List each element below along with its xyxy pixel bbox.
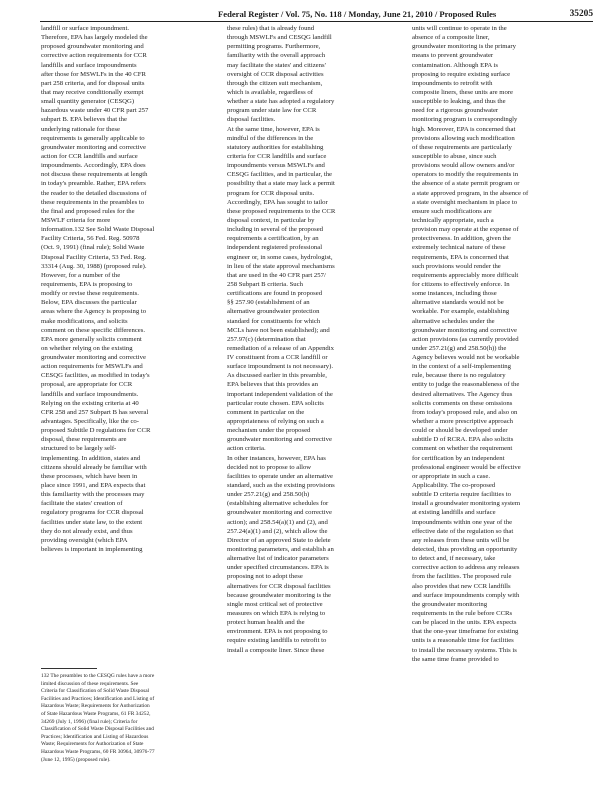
text-line: §§ 257.90 (establishment of an — [227, 299, 310, 307]
text-line: desired alternatives. The Agency thus — [412, 390, 513, 398]
text-line: workable. For example, establishing — [412, 308, 510, 316]
text-line: subtitle D criteria require facilities to — [412, 491, 511, 499]
text-line: the final and proposed rules for the — [41, 207, 135, 215]
footnote-line: 132 The preambles to the CESQG rules have a more — [41, 673, 155, 679]
text-line: effective date of the regulation so that — [412, 527, 514, 535]
text-line: protectiveness. In addition, given the — [412, 235, 511, 243]
text-line: landfills and surface impoundments. — [41, 390, 139, 398]
text-line: proposing to require existing surface — [412, 70, 511, 78]
text-line: from the facilities. The proposed rule — [412, 573, 512, 581]
text-line: or appropriate in such a case. — [412, 472, 490, 480]
text-line: standard for constituents for which — [227, 317, 321, 325]
text-line: MSWLF criteria for more — [41, 216, 111, 224]
text-line: that the one-year timeframe for existing — [412, 628, 519, 636]
footnote-line: (June 12, 1995) (proposed rule). — [41, 756, 111, 763]
text-line: detected, thus providing an opportunity — [412, 546, 518, 554]
text-line: Below, EPA discusses the particular — [41, 299, 137, 307]
text-line: any releases from these units will be — [412, 536, 510, 544]
text-line: requirements, EPA is concerned that — [412, 253, 509, 261]
text-line: through MSWLFs and CESQG landfill — [227, 34, 332, 42]
page-header — [0, 0, 602, 22]
text-line: information.132 See Solid Waste Disposal — [41, 226, 155, 234]
text-line: 258 Subpart B criteria. Such — [227, 280, 303, 288]
text-line: absence of a composite liner, — [412, 34, 490, 42]
text-line: of these requirements are particularly — [412, 143, 512, 151]
text-column-right — [412, 24, 588, 664]
text-line: that may receive conditionally exempt — [41, 88, 144, 96]
text-line: proposed Subtitle D regulations for CCR — [41, 427, 151, 435]
text-line: IV constituent from a CCR landfill or — [227, 354, 328, 362]
text-line: proposing not to adopt these — [227, 573, 303, 581]
text-line: units will continue to operate in the — [412, 25, 507, 32]
text-line: independent registered professional — [227, 244, 323, 252]
text-line: which is available, regardless of — [227, 88, 313, 96]
text-line: oversight of CCR disposal activities — [227, 70, 324, 78]
text-line: program under state law for CCR — [227, 107, 317, 115]
text-line: decided not to propose to allow — [227, 463, 312, 471]
footnote-rule — [41, 668, 97, 669]
text-line: corrective action to address any releases — [412, 564, 520, 572]
text-line: subpart B. EPA believes that the — [41, 116, 127, 124]
text-line: comment on these specific differences. — [41, 326, 146, 334]
text-line: entity to judge the reasonableness of the — [412, 381, 520, 389]
text-line: alternatives for CCR disposal facilities — [227, 582, 331, 590]
text-line: comment on whether the requirement — [412, 445, 513, 453]
text-line: criteria for CCR landfills and surface — [227, 152, 327, 160]
text-line: require existing landfills to retrofit to — [227, 637, 327, 645]
text-line: monitoring program is correspondingly — [412, 116, 518, 124]
text-line: 33314 (Aug. 30, 1988) (proposed rule). — [41, 262, 147, 270]
text-line: also provides that new CCR landfills — [412, 582, 511, 590]
text-line: Accordingly, EPA has sought to tailor — [227, 198, 328, 206]
text-line: composite liners, these units are more — [412, 88, 514, 96]
text-line: the groundwater monitoring — [412, 600, 488, 608]
text-line: these processes, which have been in — [41, 472, 138, 480]
text-line: provisions would allow owners and/or — [412, 162, 515, 170]
text-column-left — [41, 24, 217, 554]
text-line: underlying rationale for these — [41, 125, 120, 133]
footnote-line: limited discussion of these requirements. See — [41, 680, 139, 687]
text-line: impoundments to retrofit with — [412, 79, 493, 87]
text-line: in today's preamble. Rather, EPA refers — [41, 180, 146, 188]
text-line: requirements is generally applicable to — [41, 134, 145, 142]
text-line: not discuss these requirements at length — [41, 171, 148, 179]
text-line: Facility Criteria, 56 Fed. Reg. 50978 — [41, 235, 140, 243]
text-line: through the citizen suit mechanism, — [227, 79, 323, 87]
text-line: implementing. In addition, states and — [41, 454, 141, 462]
text-line: susceptible to abuse, since such — [412, 152, 497, 160]
text-line: part 258 criteria, and for disposal units — [41, 79, 145, 87]
text-line: units is a reasonable time for facilities — [412, 637, 514, 645]
text-line: protect human health and the — [227, 619, 305, 627]
text-line: action for CCR landfills and surface — [41, 152, 138, 160]
text-line: remediation of a release of an Appendix — [227, 344, 334, 352]
text-line: groundwater monitoring and corrective — [227, 509, 332, 517]
text-line: the absence of a state permit program or — [412, 180, 520, 188]
text-line: operators to modify the requirements in — [412, 171, 519, 179]
text-line: Director of an approved State to delete — [227, 536, 331, 544]
text-line: groundwater monitoring and corrective — [41, 143, 146, 151]
text-line: extremely technical nature of these — [412, 244, 506, 252]
text-line: comment in particular on the — [227, 408, 305, 416]
text-line: 257.24(a)(1) and (2), which allow the — [227, 527, 328, 535]
text-line: As discussed earlier in this preamble, — [227, 372, 327, 380]
text-line: At the same time, however, EPA is — [227, 125, 320, 133]
text-line: Therefore, EPA has largely modeled the — [41, 34, 148, 42]
text-line: facilities under state law, to the extent — [41, 518, 143, 526]
text-line: providing oversight (which EPA — [41, 536, 128, 544]
text-line: In other instances, however, EPA has — [227, 454, 326, 462]
text-line: on whether relying on the existing — [41, 344, 133, 352]
text-line: requirements a certification, by an — [227, 235, 319, 243]
text-line: regulatory programs for CCR disposal — [41, 509, 144, 517]
text-line: a state approved program, in the absence of — [412, 189, 529, 197]
text-column-middle — [227, 24, 403, 655]
text-line: advantages. Specifically, like the co- — [41, 418, 139, 426]
text-line: disposal context, in particular by — [227, 216, 315, 224]
text-line: for citizens to effectively enforce. In — [412, 280, 510, 288]
footnote-line: Classification of Solid Waste Disposal Facilities and — [41, 726, 154, 733]
text-line: impoundments within one year of the — [412, 518, 513, 526]
text-line: certifications are found in proposed — [227, 290, 323, 298]
text-line: standard, such as the existing provisions — [227, 482, 335, 490]
text-line: Agency believes would not be workable — [412, 354, 520, 362]
footnote — [41, 673, 217, 764]
text-line: to detect and, if necessary, take — [412, 555, 496, 563]
text-line: means to prevent groundwater — [412, 52, 494, 60]
text-line: program for CCR disposal units. — [227, 189, 315, 197]
text-line: proposed groundwater monitoring and — [41, 43, 144, 51]
text-line: under 257.21(g) and 258.50(h) — [227, 491, 310, 499]
text-line: a state oversight mechanism in place to — [412, 198, 518, 206]
text-line: impoundments. Accordingly, EPA does — [41, 162, 146, 170]
text-line: action criteria. — [227, 445, 266, 453]
text-line: and surface impoundments comply with — [412, 591, 520, 599]
text-line: rule, because there is no regulatory — [412, 372, 506, 380]
text-line: professional engineer would be effective — [412, 463, 521, 471]
text-line: whether a state has adopted a regulatory — [227, 98, 335, 106]
text-line: (establishing alternative schedules for — [227, 500, 329, 508]
text-line: that are used in the 40 CFR part 257/ — [227, 271, 326, 279]
footnote-line: 34269 (July 1, 1996) (final rule); Criteria for — [41, 718, 138, 725]
text-line: important independent validation of the — [227, 390, 333, 398]
text-line: install a composite liner. Since these — [227, 646, 325, 654]
text-line: technically appropriate, such a — [412, 216, 494, 224]
footnote-line: Waste; Requirements for Authorization of State — [41, 741, 144, 748]
text-line: susceptible to leaking, and thus the — [412, 98, 506, 106]
text-line: under specified circumstances. EPA is — [227, 564, 329, 572]
text-line: solicits comments on these omissions — [412, 399, 513, 407]
text-line: the reader to the detailed discussions of — [41, 189, 147, 197]
footnote-line: Practices; Identification and Listing of Hazardous — [41, 733, 149, 740]
header-rule — [40, 21, 593, 22]
text-line: including in several of the proposed — [227, 226, 324, 234]
text-line: alternative standards would not be — [412, 299, 504, 307]
text-line: whether a more prescriptive approach — [412, 418, 514, 426]
text-line: under 257.21(g) and 258.50(h)) the — [412, 344, 507, 352]
text-line: provisions allowing such modification — [412, 134, 515, 142]
text-line: the same time frame provided to — [412, 655, 499, 663]
text-line: high. Moreover, EPA is concerned that — [412, 125, 516, 133]
text-line: such provisions would render the — [412, 262, 501, 270]
text-line: in the context of a self-implementing — [412, 363, 511, 371]
text-line: this familiarity with the processes may — [41, 491, 145, 499]
text-line: groundwater monitoring is the primary — [412, 43, 517, 51]
footnote-line: Facilities and Practices; Identification and Listing of — [41, 695, 155, 702]
footnote-line: Criteria for Classification of Solid Waste Disposal — [41, 688, 150, 695]
text-line: these rules) that is already found — [227, 25, 315, 32]
text-line: monitoring parameters, and establish an — [227, 546, 334, 554]
text-line: action requirements for MSWLFs and — [41, 363, 143, 371]
text-line: proposal, are appropriate for CCR — [41, 381, 133, 389]
text-line: impoundments versus MSWLFs and — [227, 162, 325, 170]
running-header-title: Federal Register / Vol. 75, No. 118 / Monday, June 21, 2010 / Proposed Rules — [218, 9, 497, 19]
text-line: these proposed requirements to the CCR — [227, 207, 336, 215]
text-line: in lieu of the state approval mechanisms — [227, 262, 335, 270]
text-line: statutory authorities for establishing — [227, 143, 324, 151]
text-line: install a groundwater monitoring system — [412, 500, 521, 508]
text-line: some instances, including those — [412, 290, 497, 298]
text-line: provision may operate at the expense of — [412, 226, 519, 234]
text-line: could or should be developed under — [412, 427, 508, 435]
footnote-line: Hazardous Waste Programs, 60 FR 30964, 30976-77 — [41, 748, 155, 755]
text-line: these requirements in the preambles to — [41, 198, 145, 206]
text-line: mechanism under the proposed — [227, 427, 311, 435]
text-line: disposal, these requirements are — [41, 436, 127, 444]
text-line: action provisions (as currently provided — [412, 335, 519, 343]
text-line: Relying on the existing criteria at 40 — [41, 399, 139, 407]
text-line: corrective action requirements for CCR — [41, 52, 147, 60]
text-line: possibility that a state may lack a permit — [227, 180, 335, 188]
text-line: make modifications, and solicits — [41, 317, 128, 325]
text-line: measures on which EPA is relying to — [227, 610, 326, 617]
text-line: may facilitate the states' and citizens' — [227, 61, 326, 69]
text-line: landfills and surface impoundments — [41, 61, 137, 69]
text-line: MCLs have not been established); and — [227, 326, 330, 334]
text-line: mindful of the differences in the — [227, 134, 314, 142]
page-number: 35205 — [569, 9, 593, 19]
text-line: believes is important in implementing — [41, 546, 143, 554]
text-line: modify or revise these requirements. — [41, 290, 139, 298]
text-line: Applicability. The co-proposed — [412, 482, 496, 490]
text-line: EPA more generally solicits comment — [41, 335, 142, 343]
text-line: requirements appreciably more difficult — [412, 271, 519, 279]
text-line: familiarity with the overall approach — [227, 52, 326, 60]
text-line: from today's proposed rule, and also on — [412, 408, 518, 416]
text-line: alternative list of indicator parameters — [227, 555, 329, 563]
text-line: Disposal Facility Criteria, 53 Fed. Reg. — [41, 253, 147, 261]
text-line: permitting programs. Furthermore, — [227, 43, 321, 51]
text-line: requirements in the rule before CCRs — [412, 610, 513, 617]
text-line: requirements, EPA is proposing to — [41, 280, 133, 288]
text-line: alternative schedules under the — [412, 317, 495, 325]
text-line: need for a rigorous groundwater — [412, 107, 499, 115]
text-line: groundwater monitoring and corrective — [412, 326, 517, 334]
text-line: at existing landfills and surface — [412, 509, 496, 517]
text-line: CFR 258 and 257 Subpart B has several — [41, 408, 149, 416]
text-line: (Oct. 9, 1991) (final rule); Solid Waste — [41, 244, 145, 252]
text-line: CESQG facilities, and in particular, the — [227, 171, 333, 179]
text-line: groundwater monitoring and corrective — [41, 354, 146, 362]
text-line: CESQG facilities, as modified in today's — [41, 372, 150, 380]
text-line: ensure such modifications are — [412, 207, 492, 215]
text-line: facilities to operate under an alternative — [227, 472, 334, 480]
text-line: landfill or surface impoundment. — [41, 25, 130, 32]
text-line: appropriateness of relying on such a — [227, 418, 324, 426]
text-line: groundwater monitoring and corrective — [227, 436, 332, 444]
text-line: action); and 258.54(a)(1) and (2), and — [227, 518, 328, 526]
text-line: disposal facilities. — [227, 116, 276, 124]
text-line: they do not already exist, and thus — [41, 527, 133, 535]
text-line: for certification by an independent — [412, 454, 505, 462]
text-line: 257.97(c) (determination that — [227, 335, 306, 343]
text-line: because groundwater monitoring is the — [227, 591, 331, 599]
text-line: alternative groundwater protection — [227, 308, 320, 316]
text-line: facilitate the states' creation of — [41, 500, 123, 508]
text-line: contamination. Although EPA is — [412, 61, 498, 69]
footnote-line: of State Hazardous Waste Programs, 61 FR 34252, — [41, 710, 151, 717]
text-line: structured to be largely self- — [41, 445, 117, 453]
text-line: areas where the Agency is proposing to — [41, 308, 147, 316]
text-line: engineer or, in some cases, hydrologist, — [227, 253, 333, 261]
text-line: to install the necessary systems. This is — [412, 646, 517, 654]
text-line: EPA believes that this provides an — [227, 381, 318, 389]
text-line: can be placed in the units. EPA expects — [412, 619, 517, 627]
text-line: surface impoundment is not necessary). — [227, 363, 334, 371]
text-line: after those for MSWLFs in the 40 CFR — [41, 70, 146, 78]
text-line: citizens should already be familiar with — [41, 463, 147, 471]
text-line: environment. EPA is not proposing to — [227, 628, 328, 636]
text-line: subtitle D of RCRA. EPA also solicits — [412, 436, 514, 444]
footnote-line: Hazardous Waste; Requirements for Authorization — [41, 703, 150, 710]
text-line: hazardous waste under 40 CFR part 257 — [41, 107, 149, 115]
text-line: small quantity generator (CESQG) — [41, 98, 135, 106]
text-line: place since 1991, and EPA expects that — [41, 482, 146, 490]
text-line: However, for a number of the — [41, 271, 121, 279]
text-line: particular route chosen. EPA solicits — [227, 399, 324, 407]
text-line: single most critical set of protective — [227, 600, 323, 608]
